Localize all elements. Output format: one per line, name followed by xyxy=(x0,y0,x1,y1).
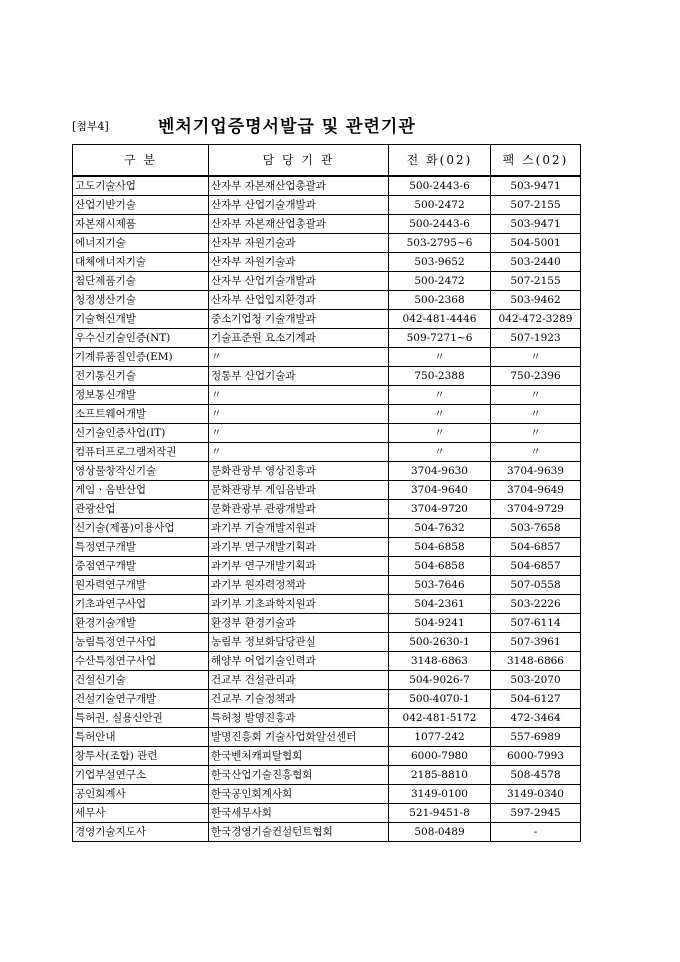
table-row xyxy=(73,576,581,595)
cell-fax: 〃 xyxy=(491,405,581,424)
cell-fax: 3149-0340 xyxy=(491,785,581,804)
cell-name: 기계류품질인증(EM) xyxy=(73,348,209,367)
table-row xyxy=(73,443,581,462)
cell-fax: 557-6989 xyxy=(491,728,581,747)
cell-dept: 과기부 기초과학지원과 xyxy=(209,595,389,614)
table-row xyxy=(73,823,581,842)
table-row xyxy=(73,728,581,747)
column-header-agency: 담 당 기 관 xyxy=(209,145,389,177)
table-row xyxy=(73,291,581,310)
table-row xyxy=(73,348,581,367)
cell-name: 관광산업 xyxy=(73,500,209,519)
cell-dept: 한국벤처캐피탈협회 xyxy=(209,747,389,766)
cell-phone: 504-7632 xyxy=(389,519,491,538)
cell-fax: 472-3464 xyxy=(491,709,581,728)
cell-fax: 750-2396 xyxy=(491,367,581,386)
cell-dept: 과기부 연구개발기획과 xyxy=(209,538,389,557)
table-row xyxy=(73,557,581,576)
cell-phone: 〃 xyxy=(389,386,491,405)
cell-dept: 문화관광부 관광개발과 xyxy=(209,500,389,519)
cell-name: 자본재시제품 xyxy=(73,215,209,234)
table-row xyxy=(73,614,581,633)
cell-phone: 042-481-5172 xyxy=(389,709,491,728)
cell-phone: 503-7646 xyxy=(389,576,491,595)
cell-dept: 산자부 자본재산업총괄과 xyxy=(209,176,389,196)
cell-dept: 한국산업기술진흥협회 xyxy=(209,766,389,785)
table-row xyxy=(73,709,581,728)
cell-name: 대체에너지기술 xyxy=(73,253,209,272)
cell-name: 창투사(조합) 관련 xyxy=(73,747,209,766)
cell-phone: 500-2630-1 xyxy=(389,633,491,652)
cell-fax: 507-6114 xyxy=(491,614,581,633)
cell-phone: 508-0489 xyxy=(389,823,491,842)
cell-dept: 한국세무사회 xyxy=(209,804,389,823)
cell-phone: 504-9026-7 xyxy=(389,671,491,690)
cell-name: 공인회계사 xyxy=(73,785,209,804)
table-row xyxy=(73,538,581,557)
table-row xyxy=(73,367,581,386)
cell-fax: 597-2945 xyxy=(491,804,581,823)
cell-fax: 3704-9649 xyxy=(491,481,581,500)
cell-name: 전기통신기술 xyxy=(73,367,209,386)
table-row xyxy=(73,633,581,652)
cell-dept: 산자부 산업기술개발과 xyxy=(209,196,389,215)
cell-dept: 특허청 발명진흥과 xyxy=(209,709,389,728)
cell-name: 정보통신개발 xyxy=(73,386,209,405)
cell-name: 세무사 xyxy=(73,804,209,823)
table-row xyxy=(73,500,581,519)
cell-name: 특정연구개발 xyxy=(73,538,209,557)
cell-phone: 500-2443-6 xyxy=(389,176,491,196)
cell-fax: 507-1923 xyxy=(491,329,581,348)
cell-fax: 504-5001 xyxy=(491,234,581,253)
cell-fax: - xyxy=(491,823,581,842)
cell-name: 경영기술지도사 xyxy=(73,823,209,842)
cell-dept: 산자부 산업입지환경과 xyxy=(209,291,389,310)
cell-fax: 504-6127 xyxy=(491,690,581,709)
cell-phone: 〃 xyxy=(389,405,491,424)
cell-phone: 503-9652 xyxy=(389,253,491,272)
cell-name: 특허안내 xyxy=(73,728,209,747)
cell-dept: 한국공인회계사회 xyxy=(209,785,389,804)
cell-name: 기업부설연구소 xyxy=(73,766,209,785)
cell-name: 농림특정연구사업 xyxy=(73,633,209,652)
cell-dept: 발명진흥회 기술사업화알선센터 xyxy=(209,728,389,747)
cell-dept: 기술표준원 요소기계과 xyxy=(209,329,389,348)
cell-fax: 504-6857 xyxy=(491,557,581,576)
cell-dept: 산자부 자원기술과 xyxy=(209,234,389,253)
cell-name: 영상물창작신기술 xyxy=(73,462,209,481)
table-row xyxy=(73,405,581,424)
cell-dept: 농림부 정보화담당관실 xyxy=(209,633,389,652)
cell-name: 산업기반기술 xyxy=(73,196,209,215)
cell-dept: 한국경영기술컨설턴트협회 xyxy=(209,823,389,842)
cell-fax: 507-2155 xyxy=(491,196,581,215)
cell-fax: 〃 xyxy=(491,443,581,462)
document-header xyxy=(72,112,612,138)
cell-dept: 문화관광부 영상진흥과 xyxy=(209,462,389,481)
cell-name: 컴퓨터프로그램저작권 xyxy=(73,443,209,462)
cell-dept: 중소기업청 기술개발과 xyxy=(209,310,389,329)
cell-phone: 750-2388 xyxy=(389,367,491,386)
table-row xyxy=(73,234,581,253)
cell-phone: 500-2472 xyxy=(389,196,491,215)
table-row xyxy=(73,804,581,823)
cell-phone: 504-6858 xyxy=(389,557,491,576)
cell-dept: 〃 xyxy=(209,405,389,424)
cell-phone: 3149-0100 xyxy=(389,785,491,804)
table-row xyxy=(73,176,581,196)
cell-name: 소프트웨어개발 xyxy=(73,405,209,424)
column-header-phone: 전 화(02) xyxy=(389,145,491,177)
cell-phone: 3704-9630 xyxy=(389,462,491,481)
attachment-label: [첨부4] xyxy=(72,120,109,133)
cell-fax: 042-472-3289 xyxy=(491,310,581,329)
cell-fax: 〃 xyxy=(491,386,581,405)
cell-dept: 〃 xyxy=(209,386,389,405)
cell-fax: 503-9471 xyxy=(491,176,581,196)
cell-name: 환경기술개발 xyxy=(73,614,209,633)
table-row xyxy=(73,481,581,500)
table-row xyxy=(73,595,581,614)
cell-fax: 〃 xyxy=(491,348,581,367)
cell-phone: 500-2472 xyxy=(389,272,491,291)
cell-name: 신기술인증사업(IT) xyxy=(73,424,209,443)
cell-fax: 3704-9729 xyxy=(491,500,581,519)
cell-name: 수산특정연구사업 xyxy=(73,652,209,671)
cell-dept: 과기부 원자력정책과 xyxy=(209,576,389,595)
cell-dept: 〃 xyxy=(209,443,389,462)
table-row xyxy=(73,785,581,804)
cell-fax: 3148-6866 xyxy=(491,652,581,671)
table-row xyxy=(73,329,581,348)
cell-phone: 2185-8810 xyxy=(389,766,491,785)
cell-fax: 〃 xyxy=(491,424,581,443)
table-body xyxy=(73,176,581,842)
cell-name: 건설신기술 xyxy=(73,671,209,690)
table-header-row xyxy=(73,145,581,177)
cell-fax: 507-2155 xyxy=(491,272,581,291)
cell-name: 기술혁신개발 xyxy=(73,310,209,329)
cell-phone: 1077-242 xyxy=(389,728,491,747)
cell-dept: 과기부 기술개발지원과 xyxy=(209,519,389,538)
page-title: 벤처기업증명서발급 및 관련기관 xyxy=(158,117,416,137)
table-row xyxy=(73,310,581,329)
cell-dept: 건교부 기술정책과 xyxy=(209,690,389,709)
cell-dept: 해양부 어업기술인력과 xyxy=(209,652,389,671)
cell-phone: 3704-9640 xyxy=(389,481,491,500)
cell-dept: 정통부 산업기술과 xyxy=(209,367,389,386)
cell-fax: 503-2226 xyxy=(491,595,581,614)
cell-phone: 509-7271~6 xyxy=(389,329,491,348)
cell-phone: 500-2368 xyxy=(389,291,491,310)
table-row xyxy=(73,766,581,785)
table-row xyxy=(73,671,581,690)
cell-fax: 3704-9639 xyxy=(491,462,581,481)
cell-dept: 〃 xyxy=(209,424,389,443)
table-row xyxy=(73,253,581,272)
cell-fax: 508-4578 xyxy=(491,766,581,785)
cell-phone: 〃 xyxy=(389,424,491,443)
cell-name: 우수신기술인증(NT) xyxy=(73,329,209,348)
table-row xyxy=(73,652,581,671)
cell-fax: 504-6857 xyxy=(491,538,581,557)
cell-name: 고도기술사업 xyxy=(73,176,209,196)
cell-dept: 산자부 자본재산업총괄과 xyxy=(209,215,389,234)
cell-phone: 500-2443-6 xyxy=(389,215,491,234)
cell-fax: 6000-7993 xyxy=(491,747,581,766)
cell-phone: 〃 xyxy=(389,348,491,367)
table-row xyxy=(73,272,581,291)
cell-name: 원자력연구개발 xyxy=(73,576,209,595)
cell-name: 기초과연구사업 xyxy=(73,595,209,614)
cell-phone: 503-2795~6 xyxy=(389,234,491,253)
cell-name: 특허권, 실용신안권 xyxy=(73,709,209,728)
cell-phone: 3148-6863 xyxy=(389,652,491,671)
cell-phone: 504-2361 xyxy=(389,595,491,614)
cell-name: 건설기술연구개발 xyxy=(73,690,209,709)
cell-phone: 504-9241 xyxy=(389,614,491,633)
agency-table xyxy=(72,144,581,842)
column-header-category: 구 분 xyxy=(73,145,209,177)
cell-phone: 042-481-4446 xyxy=(389,310,491,329)
cell-fax: 503-2440 xyxy=(491,253,581,272)
cell-name: 청정생산기술 xyxy=(73,291,209,310)
cell-name: 에너지기술 xyxy=(73,234,209,253)
cell-dept: 산자부 자원기술과 xyxy=(209,253,389,272)
table-row xyxy=(73,215,581,234)
cell-phone: 3704-9720 xyxy=(389,500,491,519)
cell-fax: 503-9471 xyxy=(491,215,581,234)
cell-dept: 산자부 산업기술개발과 xyxy=(209,272,389,291)
table-row xyxy=(73,747,581,766)
cell-phone: 〃 xyxy=(389,443,491,462)
cell-phone: 504-6858 xyxy=(389,538,491,557)
cell-name: 신기술(제품)이용사업 xyxy=(73,519,209,538)
cell-name: 중점연구개발 xyxy=(73,557,209,576)
table-row xyxy=(73,519,581,538)
column-header-fax: 팩 스(02) xyxy=(491,145,581,177)
table-row xyxy=(73,196,581,215)
cell-phone: 500-4070-1 xyxy=(389,690,491,709)
cell-name: 게임ㆍ음반산업 xyxy=(73,481,209,500)
cell-fax: 503-9462 xyxy=(491,291,581,310)
cell-dept: 문화관광부 게임음반과 xyxy=(209,481,389,500)
cell-dept: 과기부 연구개발기획과 xyxy=(209,557,389,576)
cell-fax: 503-2070 xyxy=(491,671,581,690)
cell-phone: 521-9451-8 xyxy=(389,804,491,823)
cell-dept: 환경부 환경기술과 xyxy=(209,614,389,633)
cell-fax: 507-0558 xyxy=(491,576,581,595)
table-row xyxy=(73,424,581,443)
cell-dept: 〃 xyxy=(209,348,389,367)
cell-fax: 507-3961 xyxy=(491,633,581,652)
table-row xyxy=(73,386,581,405)
cell-phone: 6000-7980 xyxy=(389,747,491,766)
cell-dept: 건교부 건설관리과 xyxy=(209,671,389,690)
cell-fax: 503-7658 xyxy=(491,519,581,538)
table-row xyxy=(73,690,581,709)
table-row xyxy=(73,462,581,481)
cell-name: 첨단제품기술 xyxy=(73,272,209,291)
